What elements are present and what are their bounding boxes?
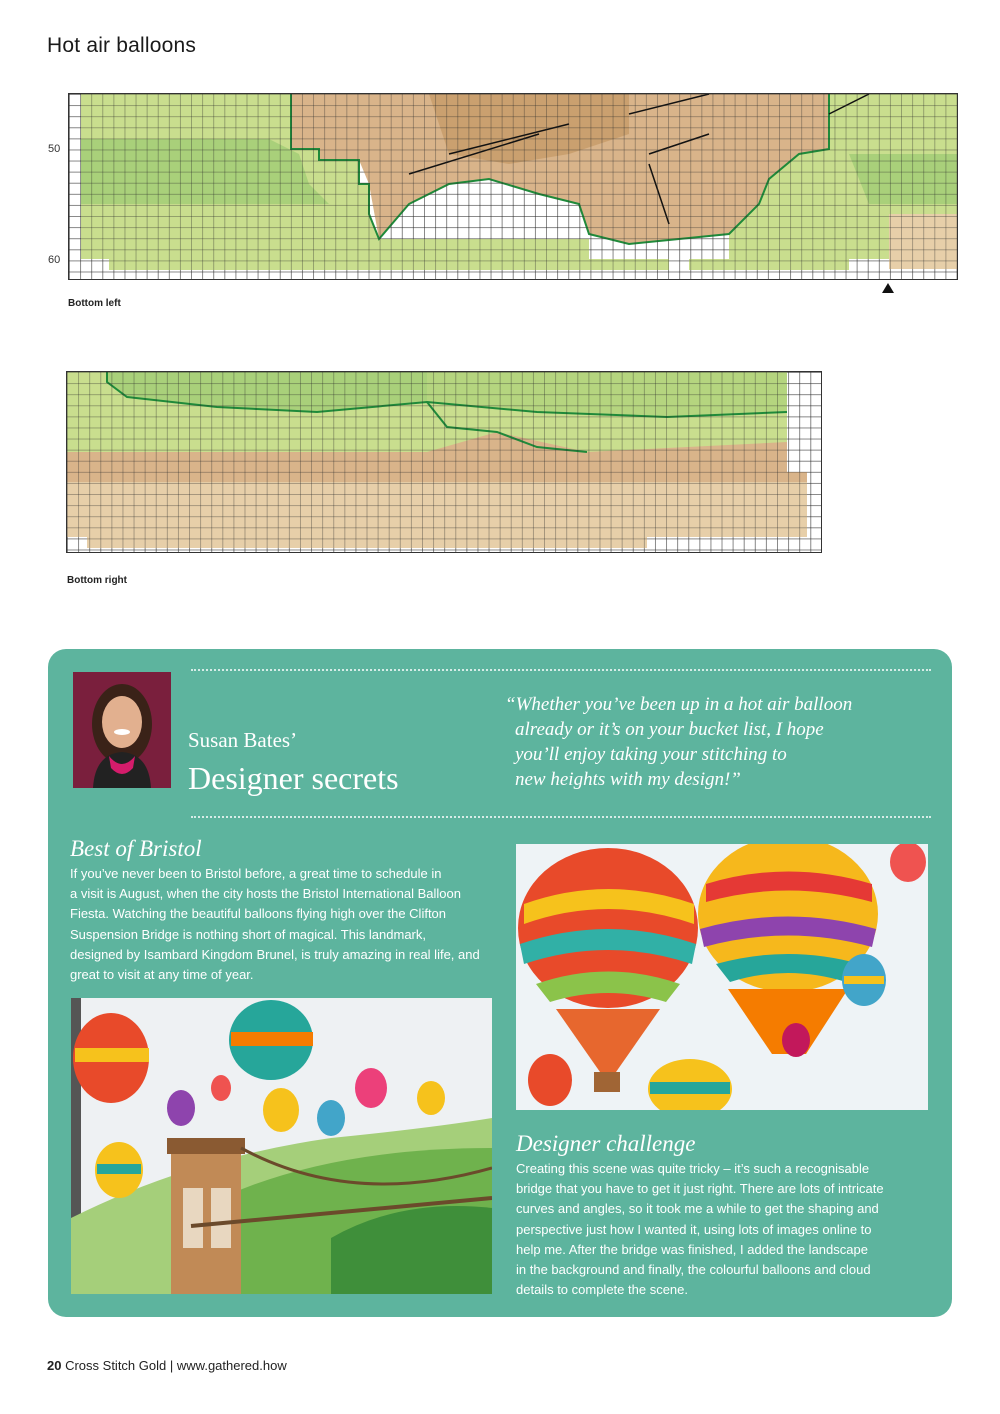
text-line: designed by Isambard Kingdom Brunel, is truly amazing in real life, and [70,946,480,962]
text-line: a visit is August, when the city hosts the Bristol International Balloon [70,886,461,902]
text-line: Creating this scene was quite tricky – it’s such a recognisable [516,1161,870,1176]
chart-grid [67,372,821,552]
text-line: details to complete the scene. [516,1282,688,1298]
row-label-60: 60 [48,254,61,266]
designer-challenge-text [516,1159,936,1300]
balloons-photo-image [516,844,928,1110]
page-title: Hot air balloons [47,34,197,57]
best-of-bristol-title: Best of Bristol [70,836,202,861]
chart-caption-bottom-right: Bottom right [67,575,127,586]
quote-line: “Whether you’ve been up in a hot air balloon [505,694,853,715]
text-line: If you’ve never been to Bristol before, a great time to schedule in [70,866,442,881]
text-line: in the background and finally, the colourful balloons and cloud [516,1262,871,1278]
text-line: perspective just how I wanted it, using lots of images online to [516,1221,872,1237]
designer-name: Susan Bates’ [188,728,298,752]
chart-bottom-right [66,371,822,553]
quote-line: you’ll enjoy taking your stitching to [515,744,787,765]
designer-portrait [73,672,171,788]
page-number: 20 [47,1358,62,1373]
text-line: Fiesta. Watching the beautiful balloons flying high over the Clifton [70,906,447,922]
page-footer [47,1358,287,1373]
dotted-divider [191,669,931,671]
bridge-photo [71,998,492,1294]
text-line: bridge that you have to get it just right. There are lots of intricate [516,1181,884,1197]
chart-bottom-left [68,93,958,280]
best-of-bristol-text [70,864,510,985]
portrait-image [73,672,171,788]
chart-grid [69,94,957,279]
chart-caption-bottom-left: Bottom left [68,298,121,309]
text-line: Suspension Bridge is nothing short of magical. This landmark, [70,926,427,942]
designer-secrets-heading: Designer secrets [188,760,399,796]
text-line: help me. After the bridge was finished, I added the landscape [516,1241,868,1257]
quote-line: already or it’s on your bucket list, I hope [515,719,824,740]
dotted-divider [191,816,931,818]
text-line: curves and angles, so it took me a while to get the shaping and [516,1201,879,1217]
center-marker-icon [882,283,894,293]
row-label-50: 50 [48,143,61,155]
designer-quote [505,692,905,792]
magazine-name: Cross Stitch Gold [65,1358,167,1373]
balloons-photo [516,844,928,1110]
footer-separator: | [169,1358,174,1373]
bridge-photo-image [71,998,492,1294]
website-link[interactable]: www.gathered.how [176,1358,287,1373]
text-line: great to visit at any time of year. [70,967,254,983]
designer-challenge-title: Designer challenge [516,1131,696,1156]
quote-line: new heights with my design!” [515,769,741,790]
